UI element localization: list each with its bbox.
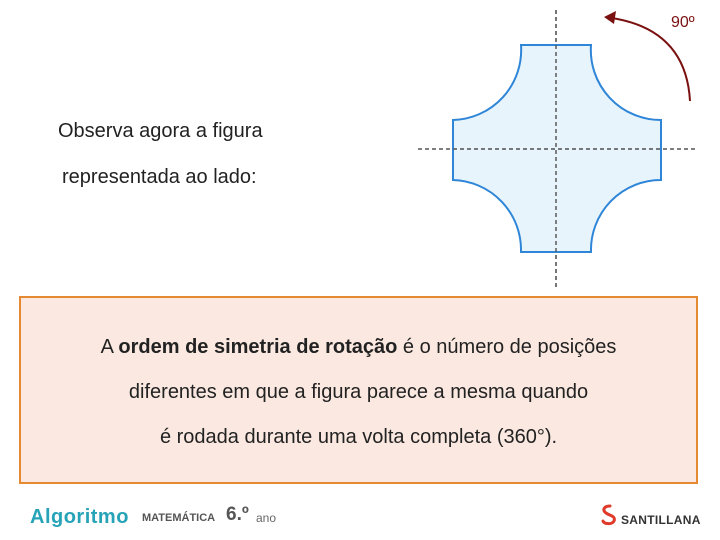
grade-label: 6.º — [226, 504, 249, 525]
publisher-name: SANTILLANA — [621, 513, 701, 527]
brand-logo-text: Algoritmo — [30, 506, 129, 528]
intro-text-line-2: representada ao lado: — [62, 166, 257, 188]
footer-bar — [0, 492, 720, 540]
definition-line-1 — [21, 336, 696, 359]
definition-suffix: é o número de posições — [397, 336, 617, 358]
angle-label: 90º — [671, 14, 695, 31]
subject-label: MATEMÁTICA — [142, 512, 216, 524]
grade-suffix: ano — [256, 511, 277, 525]
publisher-logo-icon — [600, 504, 620, 526]
intro-text-line-1: Observa agora a figura — [58, 120, 263, 142]
arrowhead-icon — [604, 11, 616, 24]
definition-line-3: é rodada durante uma volta completa (360°). — [159, 426, 558, 448]
definition-term: ordem de simetria de rotação — [118, 336, 398, 358]
definition-line-2: diferentes em que a figura parece a mesma quando — [128, 381, 589, 403]
definition-prefix: A — [100, 336, 119, 358]
definition-box — [19, 296, 698, 484]
